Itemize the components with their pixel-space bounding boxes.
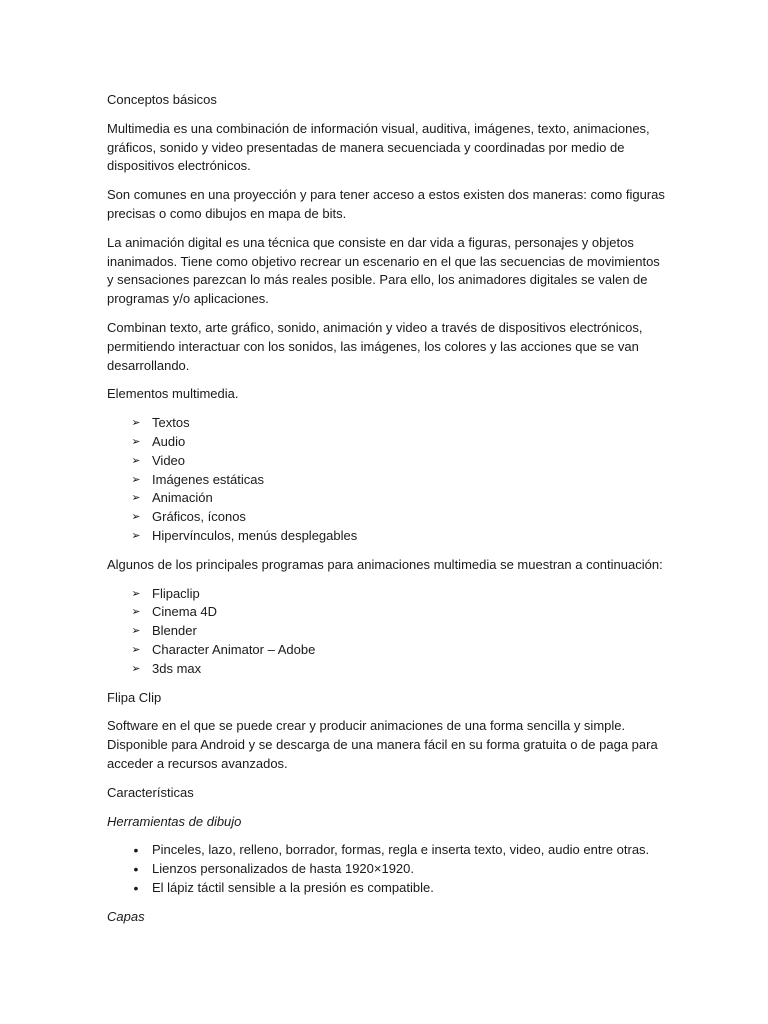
paragraph-proyeccion: Son comunes en una proyección y para tener acceso a estos existen dos maneras: como figuras precisas o como dibujos en mapa de bits.	[107, 187, 665, 221]
paragraph-multimedia: Multimedia es una combinación de información visual, auditiva, imágenes, texto, animaciones, gráficos, sonido y video presentadas de manera secuenciada y coordinadas por medio de dispositivos electrónicos.	[107, 120, 650, 174]
arrow-bullet-icon: ➢	[131, 511, 141, 524]
document-title: Conceptos básicos	[107, 92, 217, 107]
arrow-bullet-icon: ➢	[131, 625, 141, 638]
arrow-bullet-icon: ➢	[131, 606, 141, 619]
list-item: ➢ 3ds max	[129, 660, 668, 679]
list-item: ➢ Character Animator – Adobe	[129, 641, 668, 660]
arrow-bullet-icon: ➢	[131, 529, 141, 542]
list-item: ➢ Hipervínculos, menús desplegables	[129, 527, 668, 546]
paragraph-animacion: La animación digital es una técnica que consiste en dar vida a figuras, personajes y objetos inanimados. Tiene como objetivo recrear un escenario en el que las secuencias de movimientos y sensaciones parezcan lo más reales posible. Para ello, los animadores digitales se valen de programas y/o aplicaciones.	[107, 234, 660, 307]
arrow-bullet-icon: ➢	[131, 492, 141, 505]
flipa-clip-description: Software en el que se puede crear y producir animaciones de una forma sencilla y simple. Disponible para Android y se descarga de una manera fácil en su forma gratuita o de paga para acceder a recursos avanzados.	[107, 718, 658, 771]
tools-heading: Herramientas de dibujo	[107, 813, 242, 829]
bullet-icon: •	[133, 861, 139, 878]
arrow-bullet-icon: ➢	[131, 643, 141, 656]
features-heading: Características	[107, 784, 194, 800]
list-item: • El lápiz táctil sensible a la presión es compatible.	[129, 879, 668, 898]
bullet-icon: •	[133, 842, 139, 859]
tools-list	[107, 841, 668, 897]
list-item: ➢ Animación	[129, 489, 668, 508]
list-item: ➢ Gráficos, íconos	[129, 508, 668, 527]
programs-list	[107, 585, 668, 679]
list-item: • Lienzos personalizados de hasta 1920×1920.	[129, 860, 668, 879]
arrow-bullet-icon: ➢	[131, 662, 141, 675]
flipa-clip-heading: Flipa Clip	[107, 689, 162, 705]
list-item: ➢ Blender	[129, 622, 668, 641]
list-item: ➢ Flipaclip	[129, 585, 668, 604]
programs-intro: Algunos de los principales programas para animaciones multimedia se muestran a continuación:	[107, 556, 663, 572]
arrow-bullet-icon: ➢	[131, 417, 141, 430]
list-item: ➢ Video	[129, 452, 668, 471]
list-item: • Pinceles, lazo, relleno, borrador, formas, regla e inserta texto, video, audio entre otras.	[129, 841, 668, 860]
arrow-bullet-icon: ➢	[131, 435, 141, 448]
arrow-bullet-icon: ➢	[131, 454, 141, 467]
arrow-bullet-icon: ➢	[131, 587, 141, 600]
arrow-bullet-icon: ➢	[131, 473, 141, 486]
elements-heading: Elementos multimedia.	[107, 386, 239, 402]
bullet-icon: •	[133, 879, 139, 896]
paragraph-combinan: Combinan texto, arte gráfico, sonido, animación y video a través de dispositivos electrónicos, permitiendo interactuar con los sonidos, las imágenes, los colores y las acciones que se van desarrollando.	[107, 319, 643, 373]
layers-heading: Capas	[107, 908, 145, 924]
list-item: ➢ Textos	[129, 414, 668, 433]
list-item: ➢ Imágenes estáticas	[129, 471, 668, 490]
elements-list	[107, 414, 668, 546]
list-item: ➢ Cinema 4D	[129, 603, 668, 622]
list-item: ➢ Audio	[129, 433, 668, 452]
